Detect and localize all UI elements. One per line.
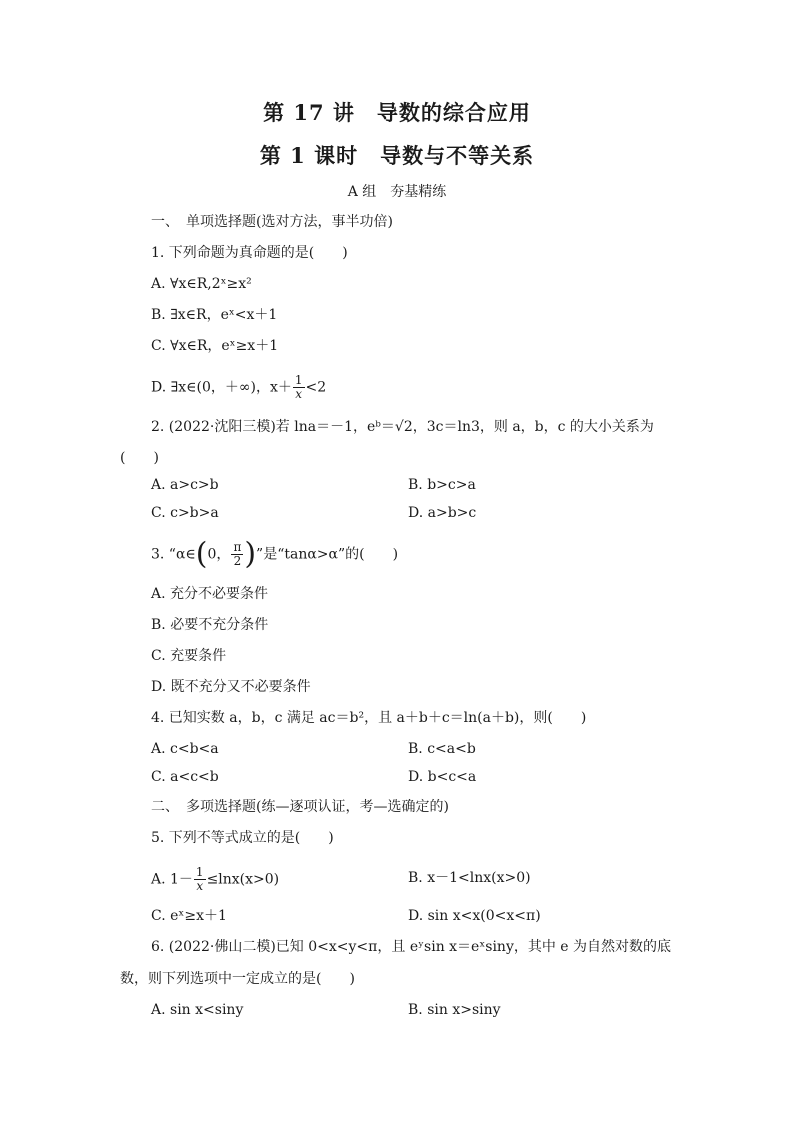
question-5-option-a-prefix: A. 1－ xyxy=(151,871,193,888)
question-1-option-a: A. ∀x∈R,2ˣ≥x² xyxy=(151,276,252,292)
question-4-option-d: D. b<c<a xyxy=(408,769,477,785)
question-1-option-d-suffix: <2 xyxy=(305,379,327,396)
question-3-option-c: C. 充要条件 xyxy=(151,648,227,664)
question-3-stem-prefix: 3. “α∈ xyxy=(151,546,196,563)
question-2-option-c: C. c>b>a xyxy=(151,505,219,521)
lecture-title: 第 17 讲 导数的综合应用 xyxy=(263,100,531,125)
fraction-one-over-x xyxy=(194,866,206,893)
question-2-option-b: B. b>c>a xyxy=(408,477,476,493)
question-5-option-d: D. sin x<x(0<x<π) xyxy=(408,908,541,924)
right-paren: ) xyxy=(244,536,257,572)
question-6-stem: 6. (2022·佛山二模)已知 0<x<y<π，且 eʸsin x＝eˣsiny，其中 e 为自然对数的底 xyxy=(151,939,672,955)
interval-start: 0， xyxy=(207,546,231,563)
question-3-option-a: A. 充分不必要条件 xyxy=(151,586,269,602)
section-heading-single-choice: 一、 单项选择题(选对方法，事半功倍) xyxy=(151,214,393,230)
question-5-option-c: C. eˣ≥x＋1 xyxy=(151,908,227,924)
question-6-option-a: A. sin x<siny xyxy=(151,1002,244,1018)
fraction-denominator: x xyxy=(196,879,204,893)
group-label: A 组 夯基精练 xyxy=(347,184,447,200)
question-1-option-c: C. ∀x∈R，eˣ≥x＋1 xyxy=(151,338,279,354)
question-6-stem-continued: 数，则下列选项中一定成立的是( ) xyxy=(120,971,355,987)
question-2-stem-continued: ( ) xyxy=(120,450,159,466)
fraction-denominator: x xyxy=(295,387,303,401)
question-5-option-b: B. x－1<lnx(x>0) xyxy=(408,870,531,886)
question-4-option-c: C. a<c<b xyxy=(151,769,219,785)
fraction-denominator: 2 xyxy=(233,554,242,568)
question-5-stem: 5. 下列不等式成立的是( ) xyxy=(151,830,334,846)
question-3-stem xyxy=(151,536,399,572)
question-5-option-a-suffix: ≤lnx(x>0) xyxy=(206,871,280,888)
question-1-stem: 1. 下列命题为真命题的是( ) xyxy=(151,245,348,261)
section-heading-multiple-choice: 二、 多项选择题(练—逐项认证，考—选确定的) xyxy=(151,799,449,815)
lesson-title: 第 1 课时 导数与不等关系 xyxy=(259,143,535,168)
question-4-option-b: B. c<a<b xyxy=(408,741,476,757)
fraction-pi-over-2 xyxy=(231,541,243,568)
question-4-option-a: A. c<b<a xyxy=(151,741,219,757)
question-2-stem: 2. (2022·沈阳三模)若 lna＝－1，eᵇ＝√2，3c＝ln3，则 a，b，c 的大小关系为 xyxy=(151,419,654,435)
question-2-option-a: A. a>c>b xyxy=(151,477,219,493)
fraction-one-over-x xyxy=(293,374,305,401)
left-paren: ( xyxy=(195,536,208,572)
question-4-stem: 4. 已知实数 a，b，c 满足 ac＝b²，且 a＋b＋c＝ln(a＋b)，则( ) xyxy=(151,710,587,726)
question-1-option-d-prefix: D. ∃x∈(0，＋∞)，x＋ xyxy=(151,379,292,396)
fraction-numerator: 1 xyxy=(294,373,303,387)
fraction-numerator: π xyxy=(233,540,242,554)
question-3-option-b: B. 必要不充分条件 xyxy=(151,617,269,633)
question-5-option-a xyxy=(151,866,279,893)
question-3-option-d: D. 既不充分又不必要条件 xyxy=(151,679,311,695)
question-1-option-b: B. ∃x∈R，eˣ<x＋1 xyxy=(151,307,278,323)
question-3-stem-suffix: ”是“tanα>α”的( ) xyxy=(256,546,399,563)
question-1-option-d xyxy=(151,374,326,401)
fraction-numerator: 1 xyxy=(195,865,204,879)
question-6-option-b: B. sin x>siny xyxy=(408,1002,501,1018)
question-2-option-d: D. a>b>c xyxy=(408,505,477,521)
